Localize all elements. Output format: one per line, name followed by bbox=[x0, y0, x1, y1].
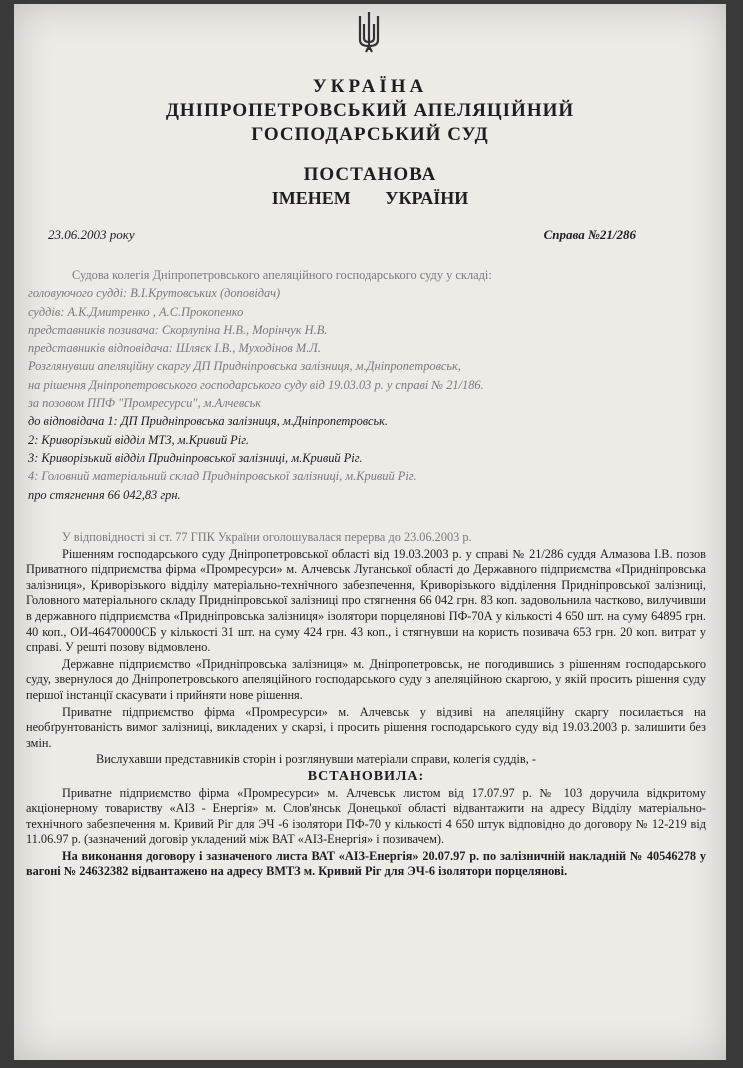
defendant-reps-line: представників відповідача: Шляєк І.В., Муходінов М.Л. bbox=[28, 341, 321, 356]
plaintiff-reps-line: представників позивача: Скорлупіна Н.В., Морінчук Н.В. bbox=[28, 322, 328, 337]
paragraph-adjournment: У відповідності зі ст. 77 ГПК України оголошувалася перерва до 23.06.2003 р. bbox=[62, 530, 472, 544]
case-details bbox=[28, 266, 704, 504]
defendant-2-line: 2: Криворізький відділ МТЗ, м.Кривий Ріг. bbox=[28, 432, 249, 447]
document-type: ПОСТАНОВА bbox=[303, 164, 437, 185]
claim-amount-line: про стягнення 66 042,83 грн. bbox=[28, 487, 181, 502]
court-title-line2: ГОСПОДАРСЬКИЙ СУД bbox=[251, 124, 489, 145]
appealed-decision-line: на рішення Дніпропетровського господарського суду від 19.03.03 р. у справі № 21/186. bbox=[28, 377, 484, 392]
established-heading: ВСТАНОВИЛА: bbox=[307, 768, 425, 784]
panel-line: Судова колегія Дніпропетровського апеляційного господарського суду у складі: bbox=[72, 268, 492, 282]
paragraph-shipment: На виконання договору і зазначеного листа ВАТ «АІЗ-Енергія» 20.07.97 р. по залізничній накладній № 40546278 у вагоні № 24632382 відвантажено на адресу ВМТЗ м. Кривий Ріг для ЭЧ-6 ізолятори порцелянові. bbox=[26, 848, 706, 879]
presiding-judge-line: головуючого судді: В.І.Крутовських (доповідач) bbox=[28, 286, 281, 301]
defendant-3-line: 3: Криворізький відділ Придніпровської залізниці, м.Кривий Ріг. bbox=[28, 450, 363, 465]
judges-line: суддів: А.К.Дмитренко , А.С.Прокопенко bbox=[28, 304, 244, 319]
defendant-4-line: 4: Головний матеріальний склад Придніпровської залізниці, м.Кривий Ріг. bbox=[28, 469, 417, 484]
decision-date: 23.06.2003 року bbox=[48, 227, 135, 242]
in-name-of: ІМЕНЕМ УКРАЇНИ bbox=[271, 188, 469, 208]
defendant-1-line: до відповідача 1: ДП Придніпровська залізниця, м.Дніпропетровськ. bbox=[28, 414, 389, 429]
paragraph-order: Приватне підприємство фірма «Промресурси» м. Алчевськ листом від 17.07.97 р. № 103 доручила відкритому акціонерному товариству «АІЗ - Енергія» м. Слов'янськ Донецької області відвантажити на адресу Відділу матеріально-технічного забезпечення м. Кривий Ріг для ЭЧ -6 ізолятори ПФ-70 у кількості 4 650 штук відповідно до договору № 12-219 від 11.06.97 р. (зазначений договір укладений між ВАТ «АІЗ-Енергія» і позивачем). bbox=[26, 785, 706, 847]
court-title-line1: ДНІПРОПЕТРОВСЬКИЙ АПЕЛЯЦІЙНИЙ bbox=[165, 100, 575, 121]
claimant-line: за позовом ППФ "Промресурси", м.Алчевськ bbox=[28, 396, 262, 411]
document-page bbox=[14, 4, 726, 1060]
paragraph-hearing: Вислухавши представників сторін і розглянувши матеріали справи, колегія суддів, - bbox=[96, 752, 536, 767]
country-title: УКРАЇНА bbox=[312, 76, 428, 97]
paragraph-first-instance: Рішенням господарського суду Дніпропетровської області від 19.03.2003 р. у справі № 21/286 суддя Алмазова І.В. позов Приватного підприємства фірма «Промресурси» м. Алчевськ Луганської області до Державного підприємства «Придніпровська залізниця», Криворізького відділу матеріально-технічного забезпечення, Криворізького відділення Придніпровської залізниці, Головного матеріального складу Придніпровської залізниці про стягнення 66 042 грн. 83 коп. задовольнила частково, вилучивши в державного підприємства «Придніпровська залізниця» ізолятори порцелянові ПФ-70А у кількості 4 650 шт. на суму 64895 грн. 40 коп., ОИ-46470000СБ у кількості 31 шт. на суму 424 грн. 43 коп., і стягнувши на користь позивача 653 грн. 20 коп. витрат у справі. У решті позову відмовлено. bbox=[26, 546, 706, 655]
case-number: Справа №21/286 bbox=[543, 227, 636, 242]
decision-body bbox=[26, 530, 706, 880]
trident-icon bbox=[354, 10, 384, 54]
appeal-line: Розглянувши апеляційну скаргу ДП Придніпровська залізниця, м.Дніпропетровськ, bbox=[28, 359, 461, 374]
paragraph-response: Приватне підприємство фірма «Промресурси» м. Алчевськ у відзиві на апеляційну скаргу посилається на необґрунтованість вимог залізниці, викладених у скарзі, і просить рішення господарського суду від 19.03.2003 р. залишити без змін. bbox=[26, 704, 706, 750]
paragraph-appeal: Державне підприємство «Придніпровська залізниця» м. Дніпропетровськ, не погодившись з рішенням господарського суду, звернулося до Дніпропетровського апеляційного господарського суду з апеляційною скаргою, у якій просить рішення суду першої інстанції скасувати і прийняти нове рішення. bbox=[26, 656, 706, 702]
